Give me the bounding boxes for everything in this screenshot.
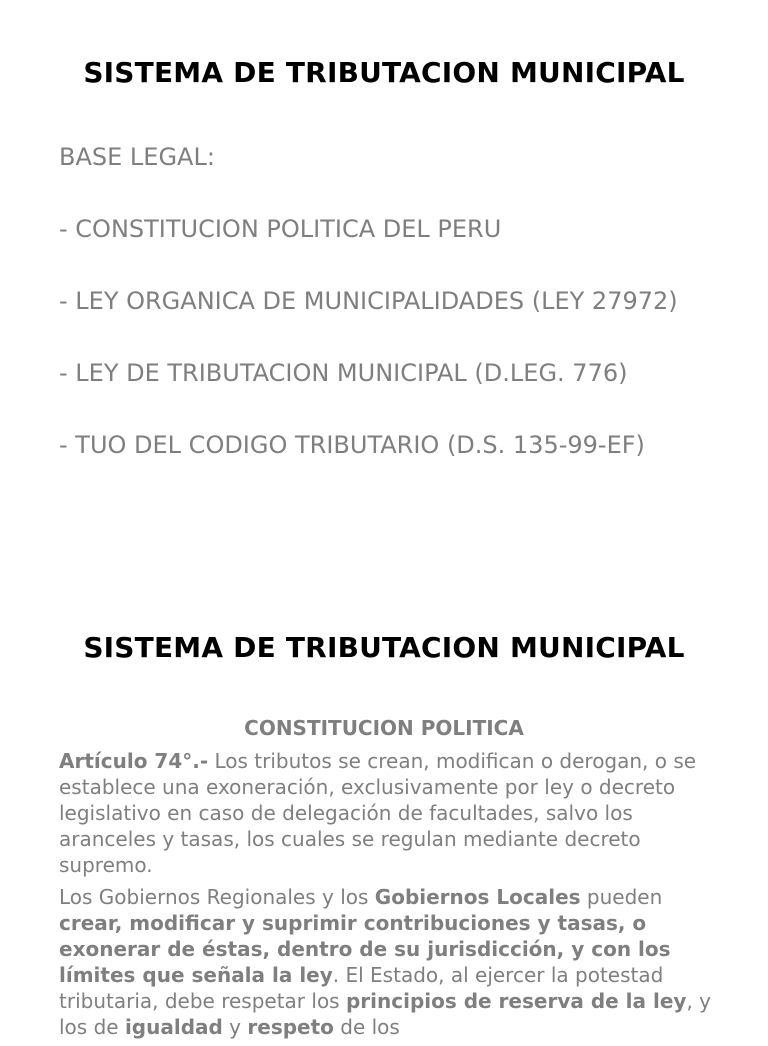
text-run: , y los de <box>59 989 711 1039</box>
article-label: Artículo 74°.- <box>59 749 209 773</box>
list-item: - LEY ORGANICA DE MUNICIPALIDADES (LEY 27972) <box>59 287 678 315</box>
article-text: Los tributos se crean, modifican o derogan, o se establece una exoneración, exclusivamente por ley o decreto legislativo en caso de delegación de facultades, salvo los aranceles y tasas, los cuales se regulan mediante decreto supremo. <box>59 749 697 877</box>
section-heading: CONSTITUCION POLITICA <box>244 716 524 740</box>
bold-run: respeto <box>247 1015 334 1039</box>
legal-base-heading: BASE LEGAL: <box>59 143 215 171</box>
slide-title: SISTEMA DE TRIBUTACION MUNICIPAL <box>83 631 685 664</box>
text-run: y <box>222 1015 248 1039</box>
text-run: pueden <box>580 885 663 909</box>
slide-title: SISTEMA DE TRIBUTACION MUNICIPAL <box>83 56 685 89</box>
list-item: - TUO DEL CODIGO TRIBUTARIO (D.S. 135-99-EF) <box>59 431 645 459</box>
article-body <box>59 748 729 1046</box>
list-item: - LEY DE TRIBUTACION MUNICIPAL (D.LEG. 776) <box>59 359 628 387</box>
bold-run: principios de reserva de la ley <box>345 989 687 1013</box>
bold-run: crear, modificar y suprimir contribuciones y tasas, o exonerar de éstas, dentro de su jurisdicción, y con los límites que señala la ley <box>59 911 671 987</box>
bold-run: igualdad <box>124 1015 223 1039</box>
bold-run: Gobiernos Locales <box>374 885 581 909</box>
slide-constitucion <box>0 575 768 1039</box>
text-run: Los Gobiernos Regionales y los <box>59 885 375 909</box>
article-74-paragraph <box>59 748 729 878</box>
local-governments-paragraph <box>59 884 729 1040</box>
text-run: . El Estado, al ejercer la potestad tributaria, debe respetar los <box>59 963 664 1013</box>
list-item: - CONSTITUCION POLITICA DEL PERU <box>59 215 502 243</box>
legal-base-list <box>59 140 678 500</box>
text-run: de los <box>333 1015 400 1039</box>
